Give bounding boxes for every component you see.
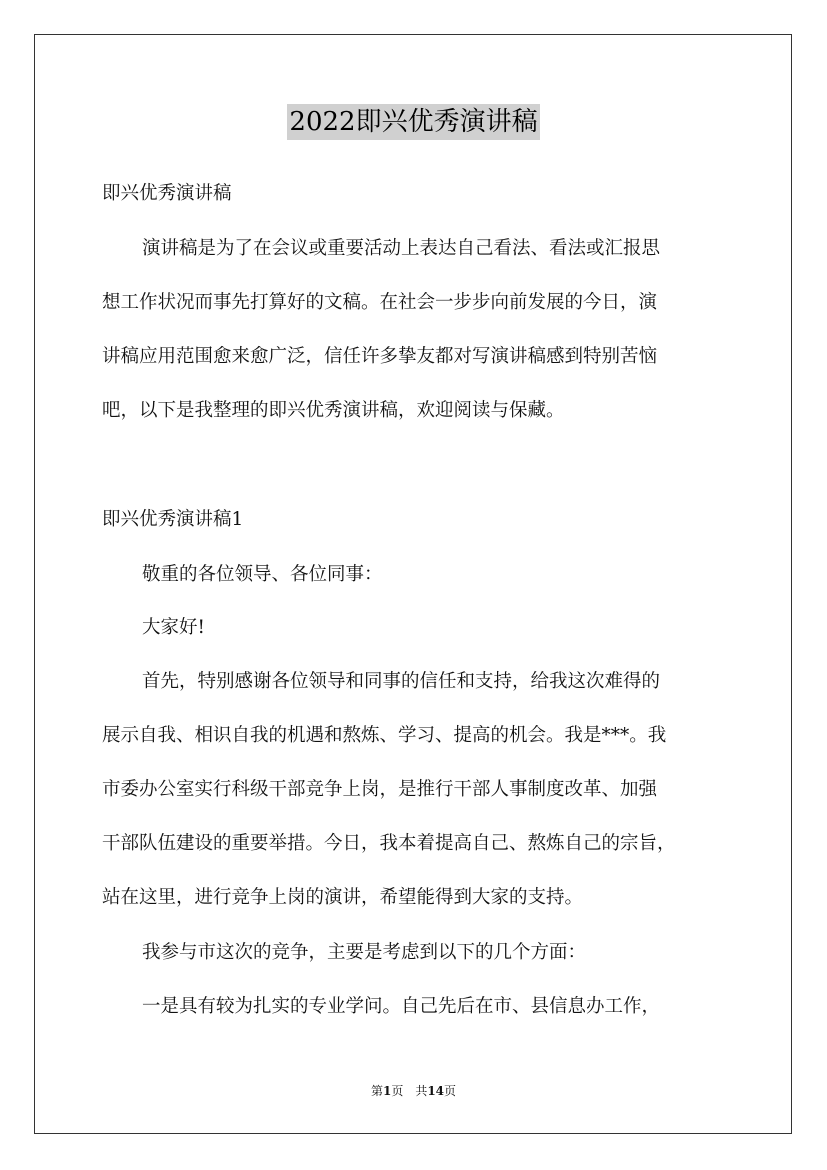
para1-line-1: 首先，特别感谢各位领导和同事的信任和支持，给我这次难得的: [142, 671, 661, 692]
intro-line-3: 讲稿应用范围愈来愈广泛，信任许多挚友都对写演讲稿感到特别苦恼: [102, 346, 658, 367]
section-heading: 即兴优秀演讲稿1: [102, 509, 244, 530]
para1-line-3: 市委办公室实行科级干部竞争上岗，是推行干部人事制度改革、加强: [102, 779, 658, 800]
document-subtitle: 即兴优秀演讲稿: [102, 183, 232, 204]
footer-page-prefix: 第: [370, 1084, 383, 1098]
title-container: [0, 104, 827, 140]
intro-line-4: 吧，以下是我整理的即兴优秀演讲稿，欢迎阅读与保藏。: [102, 400, 565, 421]
para2-line-1: 我参与市这次的竞争，主要是考虑到以下的几个方面：: [142, 942, 587, 963]
intro-line-1: 演讲稿是为了在会议或重要活动上表达自己看法、看法或汇报思: [142, 238, 661, 259]
footer-page-number: 1: [382, 1084, 392, 1098]
page-footer: [0, 1083, 827, 1099]
para3-line-1: 一是具有较为扎实的专业学问。自己先后在市、县信息办工作，: [142, 996, 661, 1017]
greeting: 大家好!: [142, 617, 205, 638]
salutation: 敬重的各位领导、各位同事：: [142, 564, 383, 585]
para1-line-2: 展示自我、相识自我的机遇和熬炼、学习、提高的机会。我是***。我: [102, 725, 667, 746]
footer-page-suffix: 页: [444, 1084, 457, 1098]
document-title: 2022即兴优秀演讲稿: [287, 104, 539, 140]
para1-line-5: 站在这里，进行竞争上岗的演讲，希望能得到大家的支持。: [102, 887, 584, 908]
footer-total-pages: 14: [427, 1084, 445, 1098]
footer-page-mid: 页 共: [391, 1084, 428, 1098]
intro-line-2: 想工作状况而事先打算好的文稿。在社会一步步向前发展的今日，演: [102, 292, 658, 313]
para1-line-4: 干部队伍建设的重要举措。今日，我本着提高自己、熬炼自己的宗旨，: [102, 833, 676, 854]
